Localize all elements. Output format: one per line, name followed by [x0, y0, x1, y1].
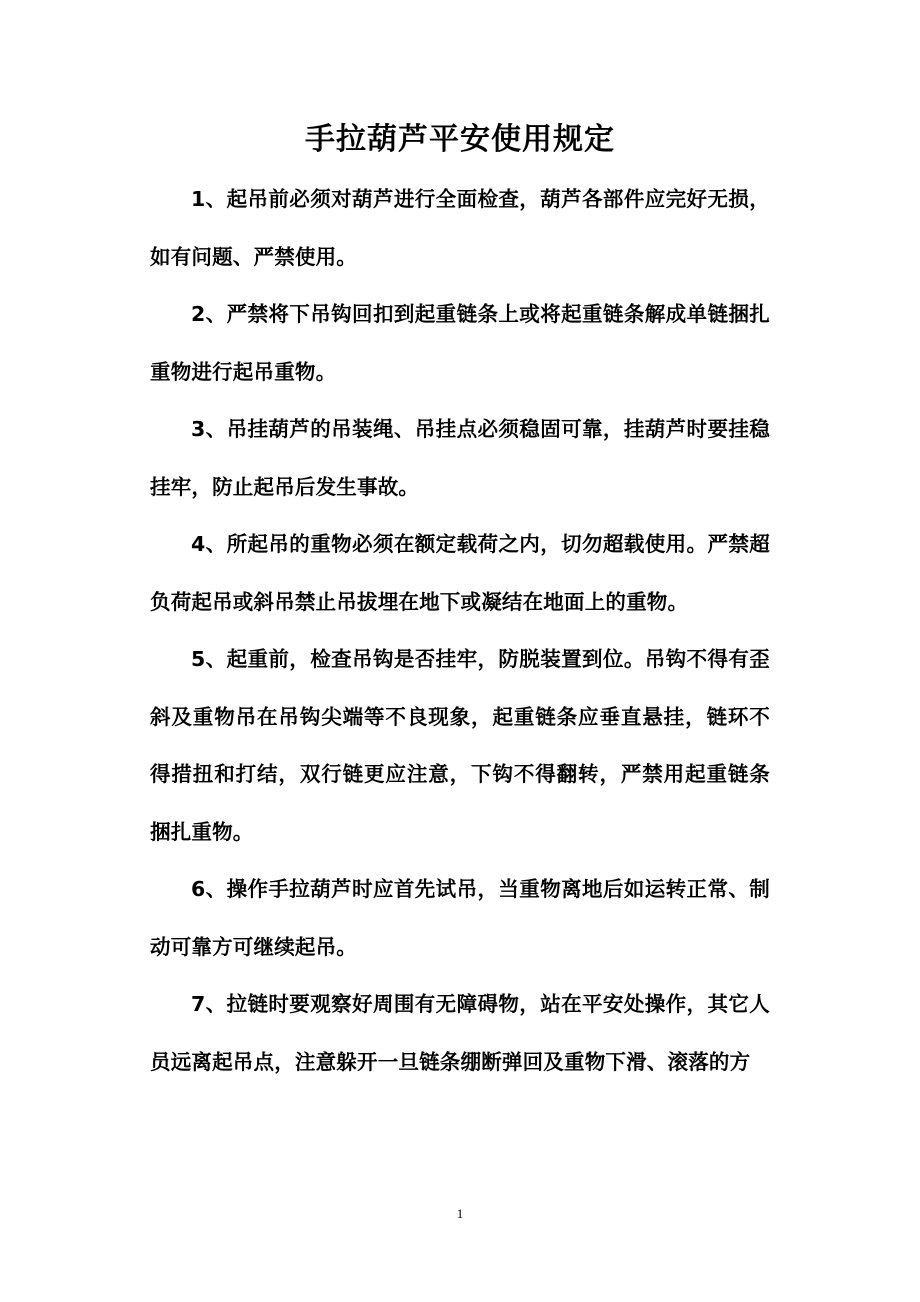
- document-title: 手拉葫芦平安使用规定: [305, 122, 615, 157]
- paragraph-2: 2、严禁将下吊钩回扣到起重链条上或将起重链条解成单链捆扎重物进行起吊重物。: [150, 302, 770, 384]
- page-number: 1: [456, 1206, 464, 1221]
- paragraph-3: 3、吊挂葫芦的吊装绳、吊挂点必须稳固可靠，挂葫芦时要挂稳挂牢，防止起吊后发生事故。: [150, 417, 770, 499]
- paragraph-6: 6、操作手拉葫芦时应首先试吊，当重物离地后如运转正常、制动可靠方可继续起吊。: [150, 877, 770, 959]
- document-body: [150, 171, 770, 1091]
- paragraph-1: 1、起吊前必须对葫芦进行全面检查，葫芦各部件应完好无损，如有问题、严禁使用。: [150, 187, 770, 269]
- paragraph-7: 7、拉链时要观察好周围有无障碍物，站在平安处操作，其它人员远离起吊点，注意躲开一旦链条绷断弹回及重物下滑、滚落的方: [150, 992, 770, 1074]
- paragraph-5: 5、起重前，检查吊钩是否挂牢，防脱装置到位。吊钩不得有歪斜及重物吊在吊钩尖端等不良现象，起重链条应垂直悬挂，链环不得措扭和打结，双行链更应注意，下钩不得翻转，严禁用起重链条捆扎重物。: [150, 647, 770, 844]
- paragraph-4: 4、所起吊的重物必须在额定载荷之内，切勿超载使用。严禁超负荷起吊或斜吊禁止吊拔埋在地下或凝结在地面上的重物。: [150, 532, 770, 614]
